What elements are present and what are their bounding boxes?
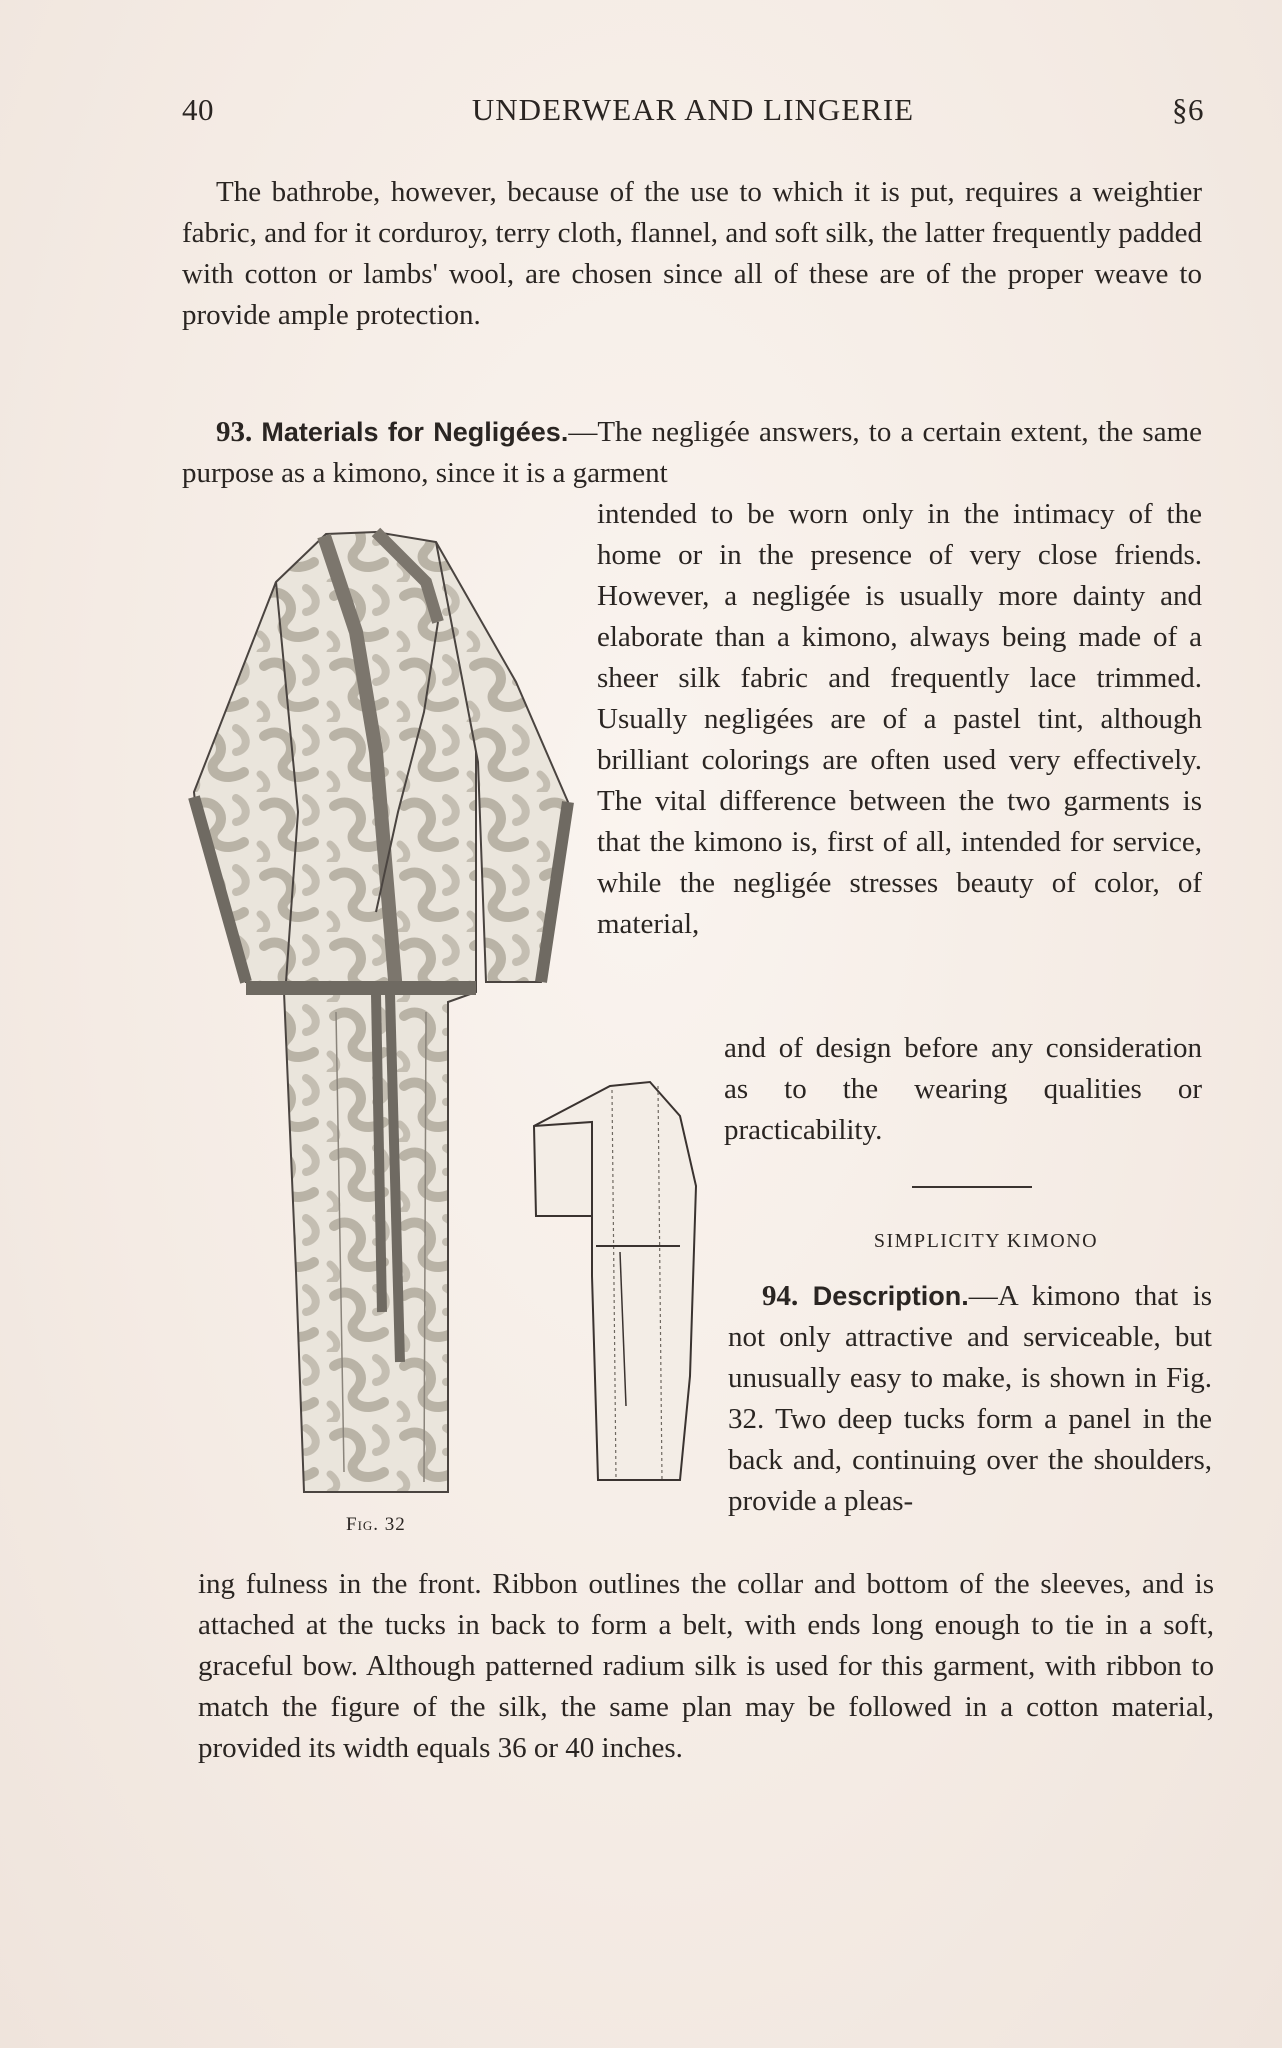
paragraph-94-first-text: —A kimono that is not only attractive and serviceable, but unusually easy to make, is shown in Fig. 32. Two deep tucks form a panel in the back and, continuing over the shoulders, provide a pleas- — [728, 1280, 1212, 1517]
section-heading-93: Materials for Negligées. — [261, 417, 569, 447]
kimono-front-illustration — [186, 512, 581, 1512]
section-heading-94: Description. — [812, 1281, 969, 1311]
paragraph-93-lead — [182, 412, 1202, 494]
paragraph-93-wrapped: intended to be worn only in the intimacy of the home or in the presence of very close friends. However, a negligée is usually more dainty and elaborate than a kimono, always being made of a sheer silk fabric and frequently lace trimmed. Usually negligées are of a pastel tint, although brilliant colorings are often used very effectively. The vital difference between the two garments is that the kimono is, first of all, intended for service, while the negligée stresses beauty of color, of material, — [597, 498, 1202, 940]
kimono-back-illustration — [530, 1076, 700, 1488]
paragraph-bathrobe: The bathrobe, however, because of the use to which it is put, requires a weightier fabric, and for it corduroy, terry cloth, flannel, and soft silk, the latter frequently padded with cotton or lambs' wool, are chosen since all of these are of the proper weave to provide ample protection. — [182, 176, 1202, 331]
figure-caption: Fig. 32 — [346, 1514, 406, 1535]
paragraph-93-first-text: —The negligée answers, to a certain extent, the same purpose as a kimono, since it is a garment — [182, 416, 1202, 489]
section-number-94: 94. — [762, 1280, 799, 1312]
section-number-93: 93. — [216, 416, 253, 448]
running-title: UNDERWEAR AND LINGERIE — [471, 92, 915, 127]
page-number: 40 — [182, 92, 214, 127]
paragraph-93-wrapped-end: and of design before any consideration as to the wearing qualities or practicability. — [724, 1032, 1202, 1146]
paragraph-94-lead — [728, 1276, 1212, 1522]
kimono-caption: SIMPLICITY KIMONO — [873, 1230, 1099, 1252]
page-header — [182, 92, 1204, 132]
paragraph-94-continued: ing fulness in the front. Ribbon outlines the collar and bottom of the sleeves, and is attached at the tucks in back to form a belt, with ends long enough to tie in a soft, graceful bow. Although patterned radium silk is used for this garment, with ribbon to match the figure of the silk, the same plan may be followed in a cotton material, provided its width equals 36 or 40 inches. — [198, 1568, 1214, 1764]
divider-rule — [912, 1186, 1032, 1188]
section-mark: §6 — [1172, 92, 1204, 127]
